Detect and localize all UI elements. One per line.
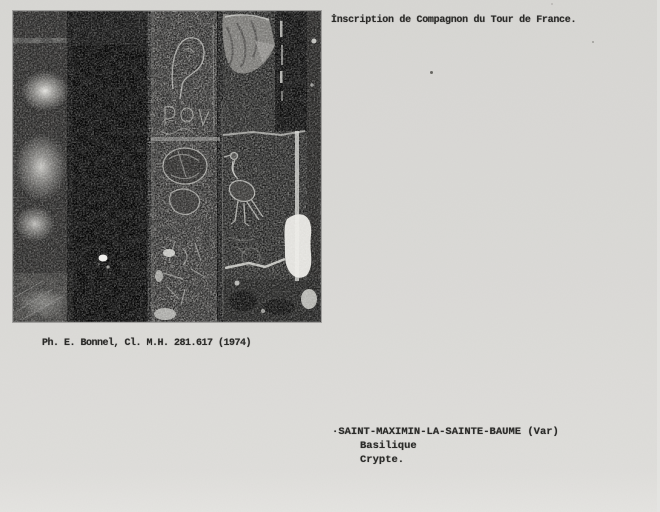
photo-grain [13,11,321,322]
location-name: SAINT-MAXIMIN-LA-SAINTE-BAUME (Var) [338,426,559,438]
paper-speck [551,3,553,5]
location-leading-mark: · [332,426,339,438]
caption-location-line2: Basilique [360,440,417,452]
photo-art [13,11,321,322]
caption-location-line3: Crypte. [360,454,405,466]
caption-photo-credit: Ph. E. Bonnel, Cl. M.H. 281.617 (1974) [42,338,252,349]
caption-location-line1 [332,426,559,438]
caption-title: İnscription de Compagnon du Tour de France. [331,15,577,26]
paper-speck [430,71,433,74]
paper-speck [592,41,594,43]
photograph [13,11,321,322]
